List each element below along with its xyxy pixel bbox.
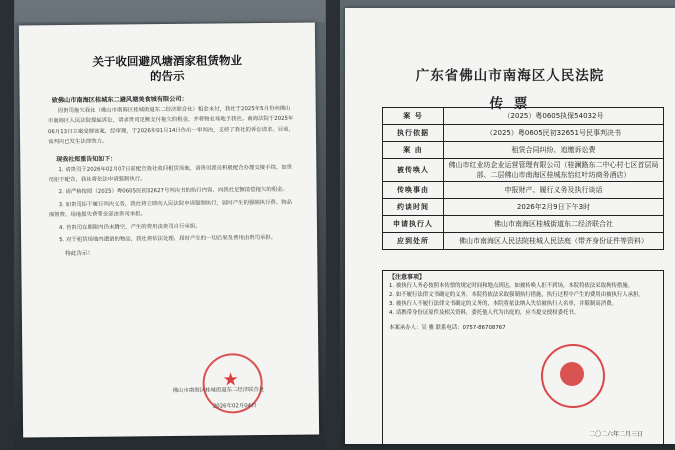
national-emblem-icon	[560, 362, 584, 386]
notice-signature	[173, 385, 303, 418]
summons-row-value: 2026年2月9日下午3时	[444, 199, 664, 216]
summons-row-value: 佛山市南海区人民法院桂城人民法庭（带齐身份证件等资料）	[444, 233, 664, 250]
summons-row-value: 租赁合同纠纷、追缴诉讼费	[444, 142, 664, 159]
summons-row-key: 申请执行人	[383, 216, 444, 233]
summons-row	[383, 142, 664, 159]
notice-item: 1. 请贵司于2026年02月07日前配合我社收回租赁场地，请贵司派员积极配合办理交接手续，如贵司拒不配合，我社将依法申请强制执行。	[48, 164, 293, 184]
summons-row-key: 案 号	[383, 108, 444, 125]
summons-notes	[382, 270, 664, 444]
summons-row-key: 传唤事由	[383, 182, 444, 199]
summons-row-value: 佛山市南海区桂城街道东二经济联合社	[444, 216, 664, 233]
notes-item: 1. 被执行人务必按照本传票的规定时间和地点到达，如被传唤人拒不到场，本院将依法采取拘传措施。	[389, 283, 634, 289]
notice-item: 4. 若贵司在期限内仍未腾空，产生的费用由贵司自行承担。	[58, 223, 201, 231]
notes-item: 3. 被执行人不履行法律文书确定的义务的，本院将依法纳入失信被执行人名单，并限制高消费。	[389, 301, 617, 307]
summons-row	[383, 199, 664, 216]
court-seal-icon	[541, 344, 605, 408]
door-frame-left	[0, 0, 14, 450]
summons-row	[383, 182, 664, 199]
seal-star-icon: ★	[222, 369, 239, 391]
notice-title-line2: 的告示	[150, 68, 185, 84]
summons-sheet	[345, 8, 675, 444]
notice-closing: 特此告示！	[65, 251, 94, 258]
summons-row-key: 被传唤人	[383, 159, 444, 182]
summons-row-key: 执行依据	[383, 125, 444, 142]
notice-item: 5. 对于租赁场地内遗留的物品，我社将依法处理，届时产生的一切后果及费用由贵司承担。	[59, 234, 277, 244]
summons-row	[383, 108, 664, 125]
summons-row	[383, 233, 664, 250]
notice-addressee: 致佛山市南海区桂城东二避风塘美食城有限公司：	[51, 95, 188, 105]
summons-row-key: 约谈时间	[383, 199, 444, 216]
summons-row	[383, 125, 664, 142]
summons-row-value: 申报财产、履行义务及执行谈话	[444, 182, 664, 199]
notes-heading: 【注意事项】	[389, 274, 426, 281]
glass-reflection	[15, 0, 325, 22]
summons-row-value: 佛山市红业坊企业运营管理有限公司（桂澜路东二中心村七区首层局部、二层佛山市南海区桂城东怡红叶坊商务酒店）	[444, 159, 664, 182]
notice-sign-date: 2026年02月04日	[212, 403, 257, 410]
summons-table	[382, 107, 664, 250]
summons-row-value: （2025）粤0605执保54032号	[444, 108, 664, 125]
summons-title: 传 票	[489, 96, 531, 112]
notice-title-line1: 关于收回避风塘酒家租赁物业	[92, 53, 243, 69]
notice-paragraph: 因贵司拖欠我社（佛山市南海区桂城街道东二经济联合社）租金未付，我社于2025年5月份向佛山市南海区人民法院提起诉讼，请求贵司足额支付拖欠的租金，并将物业场地予我社。南海法院于2025年06月13日立案受理该案，经审理，于2026年01月14日作出一审判决，支持了我社的诉讼请求。目前，该判决已发生法律效力。	[47, 105, 295, 146]
notice-sheet	[19, 22, 319, 437]
summons-row-value: （2025）粤0605民初32651号民事判决书	[444, 125, 664, 142]
notice-subheading: 现我社郑重告知如下：	[56, 155, 117, 163]
summons-date: 二〇二六年二月三日	[588, 431, 643, 438]
summons-row-key: 案 由	[383, 142, 444, 159]
notice-title	[19, 52, 315, 85]
notes-item: 2. 如不履行法律文书确定的义务，本院将依法采取强制执行措施，执行过程中产生的费用由被执行人承担。	[389, 292, 644, 298]
notice-item: 3. 如贵司拒不履行判决义务，我社将立即向人民法院申请强制执行，届时产生的强制执行费、物品保管费、场地损失费等全部由贵司承担。	[48, 199, 293, 219]
notes-contact: 本案承办人：吴 雅 联系电话：0757-86708767	[389, 325, 506, 331]
summons-row-key: 应到处所	[383, 233, 444, 250]
notice-item: 2. 请严格按照（2025）粤0605民初32627号判决书的执行内容，向我社足额清偿拖欠的租金。	[58, 187, 288, 196]
door-frame-center	[326, 0, 340, 450]
notice-sign-org: 佛山市南海区桂城街道东二经济联合社	[172, 387, 265, 394]
court-name: 广东省佛山市南海区人民法院	[415, 68, 605, 84]
summons-row	[383, 159, 664, 182]
summons-row	[383, 216, 664, 233]
notes-item: 4. 请携带身份证原件及相关资料，委托他人代为出庭的，应当提交授权委托书。	[389, 310, 580, 316]
